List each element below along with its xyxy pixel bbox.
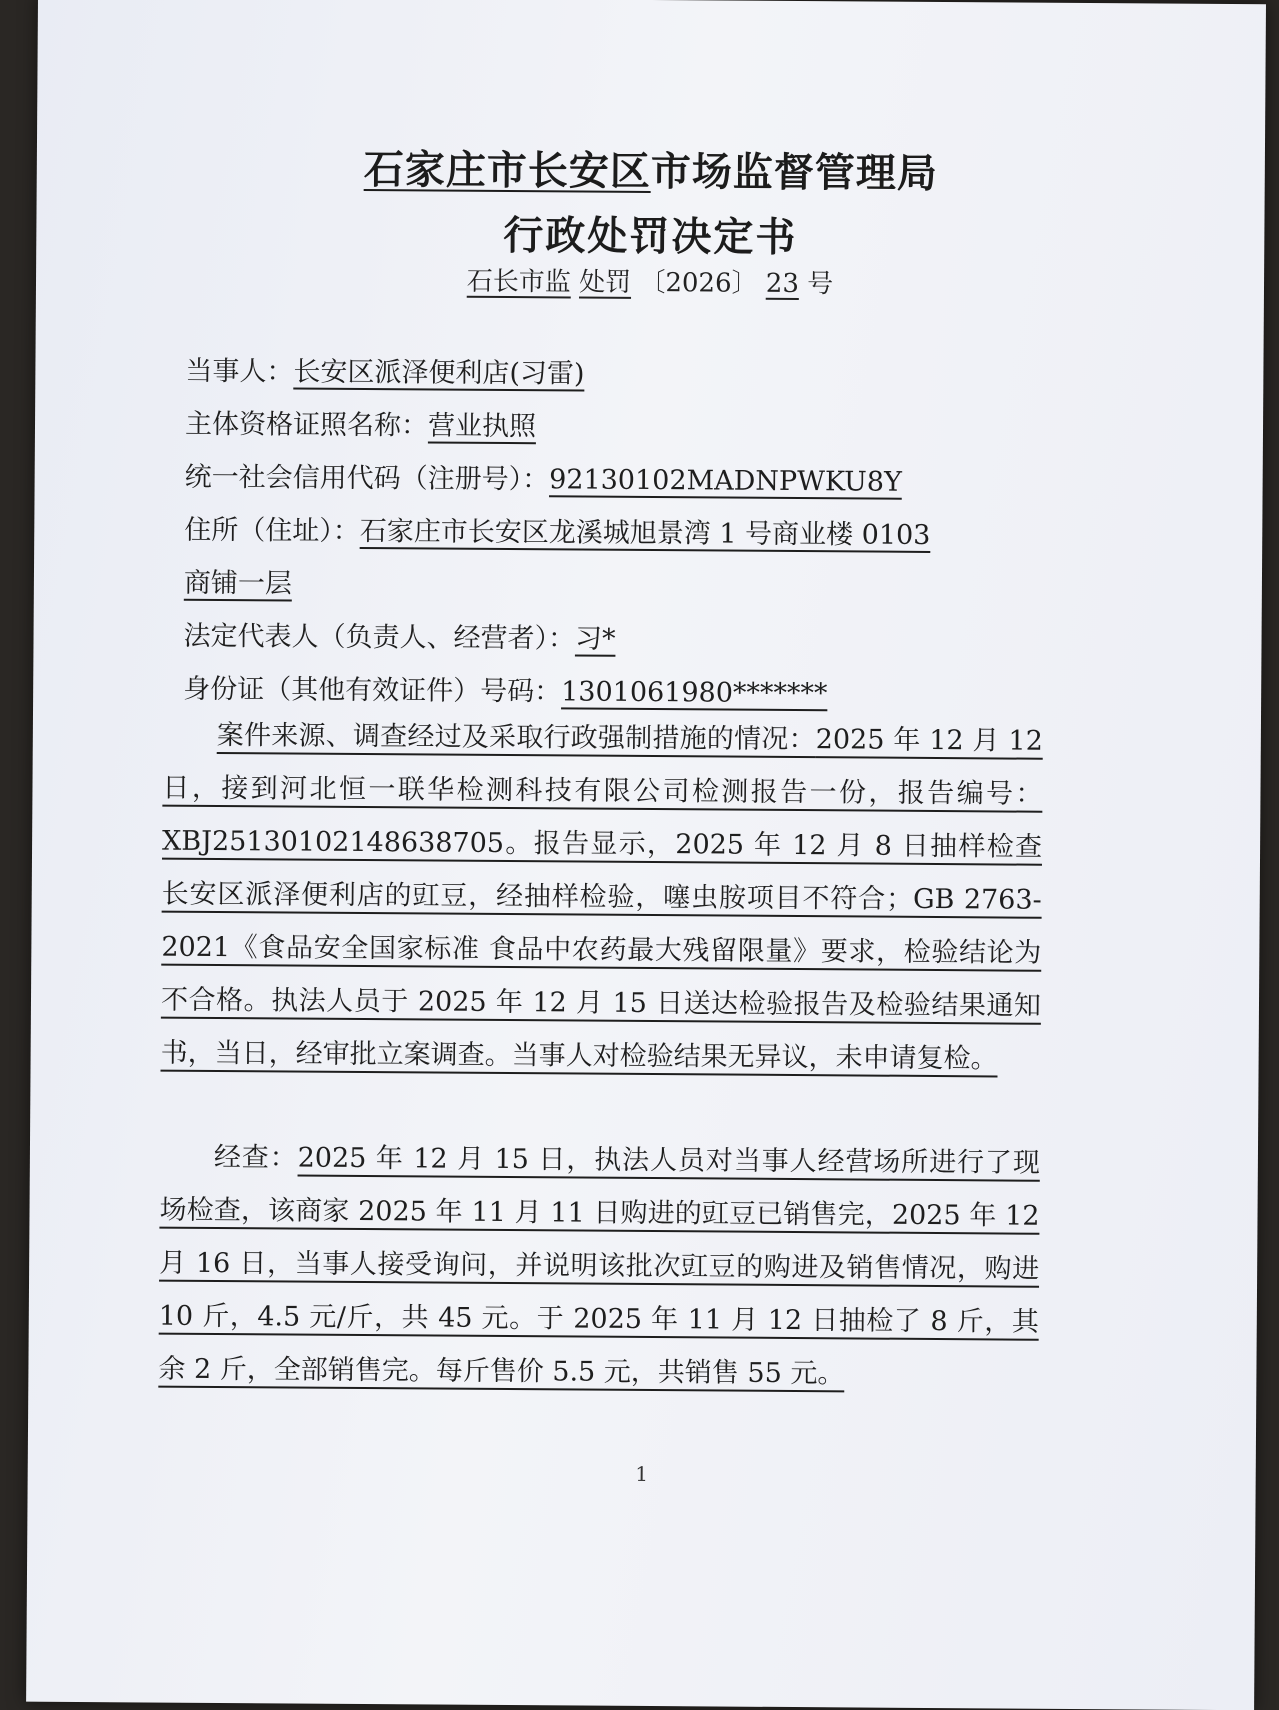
case-source-paragraph — [160, 709, 1043, 1086]
investigation-text: 2025 年 12 月 15 日，执法人员对当事人经营场所进行了现场检查，该商家 2025 年 11 月 11 日购进的豇豆已销售完，2025 年 12 月 16 日，当事人接受询问，并说明该批次豇豆的购进及销售情况，购进 10 斤，4.5 元/斤，共 45 元。于 2025 年 11 月 12 日抽检了 8 斤，其余 2 斤，全部销售完。每斤售价 5.5 元，共销售 55 元。 — [158, 1142, 1041, 1390]
rep-label: 法定代表人（负责人、经营者）： — [183, 620, 576, 655]
credit-value: 92130102MADNPWKU8Y — [549, 464, 902, 498]
credit-label: 统一社会信用代码（注册号）： — [184, 461, 550, 496]
license-line — [185, 402, 536, 443]
docno-suffix: 号 — [807, 269, 834, 300]
org-suffix: 市场监督管理局 — [650, 147, 938, 197]
investigation-paragraph — [158, 1131, 1040, 1402]
credit-line — [185, 455, 902, 499]
docno-part1: 石长市监 — [466, 266, 571, 298]
id-label: 身份证（其他有效证件）号码： — [183, 673, 562, 708]
case-source-label: 案件来源、调查经过及采取行政强制措施的情况： — [216, 719, 816, 756]
document-title-org — [37, 136, 1265, 202]
address-value: 石家庄市长安区龙溪城旭景湾 1 号商业楼 0103 — [359, 515, 931, 551]
document-number — [36, 258, 1264, 304]
org-prefix: 石家庄市长安区 — [363, 145, 651, 195]
id-value: 1301061980******* — [561, 676, 828, 710]
license-value: 营业执照 — [427, 410, 537, 443]
investigation-label: 经查： — [213, 1141, 298, 1174]
docno-part2: 处罚 — [579, 267, 632, 298]
party-value: 长安区派泽便利店(习雷) — [293, 356, 585, 390]
address-line — [184, 508, 930, 552]
case-source-text: 2025 年 12 月 12 日，接到河北恒一联华检测科技有限公司检测报告一份，报告编号：XBJ25130102148638705。报告显示，2025 年 12 月 8 日抽样检查长安区派泽便利店的豇豆，经抽样检验，噻虫胺项目不符合；GB 2763-2021《食品安全国家标准 食品中农药最大残留限量》要求，检验结论为不合格。执法人员于 2025 年 12 月 15 日送达检验报告及检验结果通知书，当日，经审批立案调查。当事人对检验结果无异议，未申请复检。 — [160, 724, 1043, 1075]
address-line-cont — [184, 561, 292, 601]
party-line — [185, 349, 584, 391]
document-page — [26, 0, 1266, 1710]
address-value-cont: 商铺一层 — [183, 567, 293, 600]
party-label: 当事人： — [185, 355, 294, 388]
license-label: 主体资格证照名称： — [184, 408, 429, 442]
rep-value: 习* — [574, 623, 616, 655]
page-number: 1 — [635, 1461, 649, 1487]
id-line — [183, 667, 828, 710]
document-title-type: 行政处罚决定书 — [503, 211, 798, 262]
rep-line — [183, 614, 615, 656]
docno-year: 〔2026〕 — [639, 267, 758, 299]
address-label: 住所（住址）： — [184, 514, 360, 547]
docno-num: 23 — [765, 268, 800, 300]
